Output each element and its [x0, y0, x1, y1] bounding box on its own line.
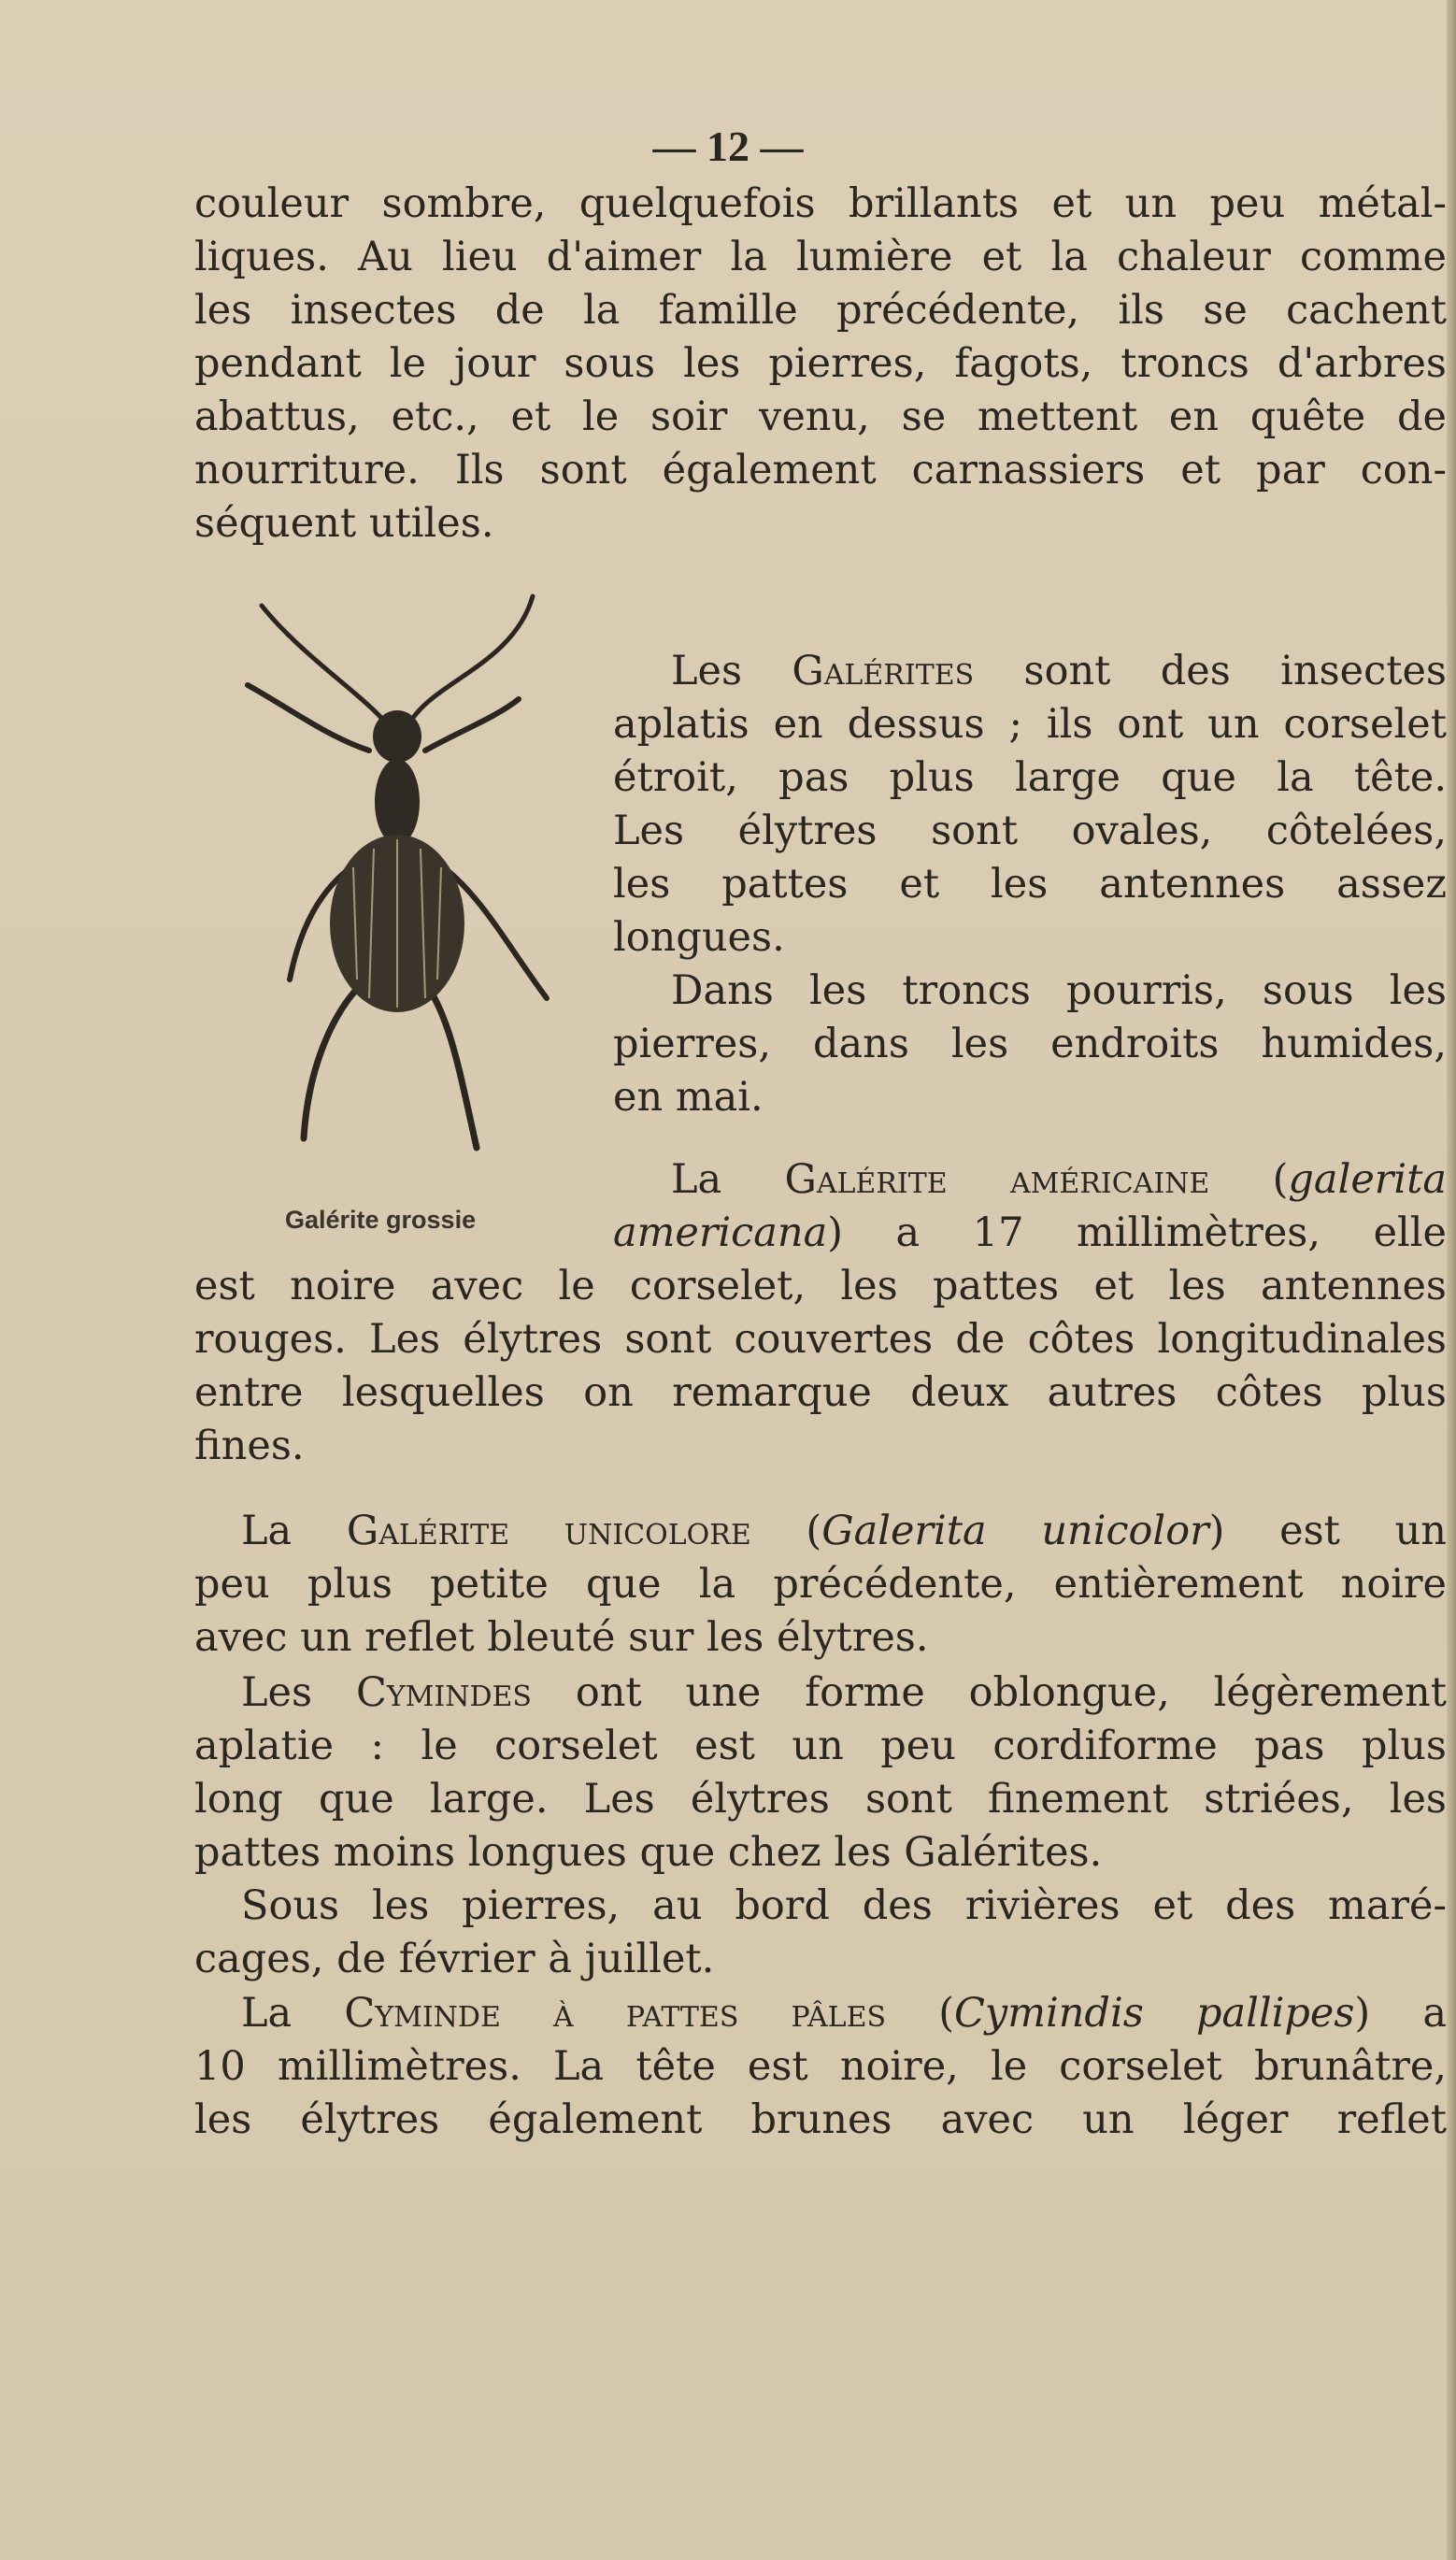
text-line	[613, 1207, 1447, 1260]
text-fragment: La	[241, 1990, 293, 2037]
genus-name: Cymindes	[355, 1669, 532, 1716]
text-line: couleur sombre, quelquefois brillants et un peu métal-	[194, 180, 1447, 227]
paragraph-cyminde-pattes-pales	[194, 1987, 1447, 2147]
text-line: en mai.	[613, 1074, 764, 1121]
paragraph-cymindes	[194, 1666, 1447, 1986]
text-line: peu plus petite que la précédente, entièrement noire	[194, 1561, 1447, 1608]
text-fragment: est un	[1224, 1508, 1447, 1554]
text-line: les élytres également brunes avec un léger reflet	[194, 2096, 1447, 2143]
text-line: Les élytres sont ovales, côtelées,	[613, 808, 1447, 854]
text-line: aplatis en dessus ; ils ont un corselet	[613, 701, 1447, 748]
text-line: aplatie : le corselet est un peu cordiforme pas plus	[194, 1723, 1447, 1769]
text-line: longues.	[613, 914, 785, 961]
text-line: pendant le jour sous les pierres, fagots, troncs d'arbres	[194, 340, 1447, 387]
text-line	[194, 1666, 1447, 1720]
text-line: rouges. Les élytres sont couvertes de côtes longitudinales	[194, 1316, 1447, 1363]
text-line: Sous les pierres, au bord des rivières et des maré-	[241, 1882, 1447, 1929]
text-fragment: Les	[671, 648, 743, 694]
text-fragment: ont une forme oblongue, légèrement	[531, 1669, 1447, 1716]
paragraph-galerite-americaine-body	[194, 1260, 1447, 1473]
text-line: pattes moins longues que chez les Galérites.	[194, 1829, 1103, 1876]
genus-name: Galérites	[792, 648, 975, 694]
text-line: La Galérite américaine (galerita	[671, 1156, 1447, 1203]
text-line: les insectes de la famille précédente, ils se cachent	[194, 287, 1447, 334]
text-fragment: sont des insectes	[974, 648, 1447, 694]
text-line: les pattes et les antennes assez	[613, 861, 1447, 908]
species-name: Cyminde à pattes pâles	[344, 1990, 887, 2037]
latin-name: galerita	[1288, 1156, 1447, 1203]
page-edge-shadow	[1447, 0, 1456, 2560]
text-fragment: ) a 17 millimètres, elle	[827, 1209, 1447, 1256]
latin-name: Galerita unicolor	[821, 1508, 1209, 1554]
figure-caption: Galérite grossie	[285, 1206, 477, 1234]
text-line: est noire avec le corselet, les pattes et les antennes	[194, 1263, 1447, 1309]
paragraph-galerite-unicolore	[194, 1505, 1447, 1665]
text-line: abattus, etc., et le soir venu, se mettent en quête de	[194, 393, 1447, 440]
species-name: Galérite unicolore	[346, 1508, 751, 1554]
text-line: liques. Au lieu d'aimer la lumière et la chaleur comme	[194, 234, 1447, 280]
paragraph-intro	[194, 178, 1447, 551]
text-line: cages, de février à juillet.	[194, 1936, 715, 1982]
figure-galerite	[196, 578, 589, 1232]
text-line: entre lesquelles on remarque deux autres côtes plus	[194, 1369, 1447, 1416]
text-line: avec un reflet bleuté sur les élytres.	[194, 1614, 929, 1661]
text-line: La Cyminde à pattes pâles (Cymindis pallipes) a	[241, 1990, 1448, 2037]
text-line: La Galérite unicolore (Galerita unicolor) est un	[241, 1508, 1447, 1554]
page-number: — 12 —	[652, 122, 804, 170]
species-name: Galérite américaine	[784, 1156, 1210, 1203]
latin-name: Cymindis pallipes	[954, 1990, 1355, 2037]
paragraph-galerites	[613, 645, 1447, 1124]
text-fragment: La	[671, 1156, 722, 1203]
text-fragment: Les	[241, 1669, 313, 1716]
text-line: fines.	[194, 1423, 305, 1469]
text-line: pierres, dans les endroits humides,	[613, 1021, 1447, 1067]
beetle-illustration-icon	[196, 578, 589, 1176]
text-line: 10 millimètres. La tête est noire, le corselet brunâtre,	[194, 2043, 1447, 2090]
text-line: nourriture. Ils sont également carnassiers et par con-	[194, 447, 1447, 493]
text-line	[613, 645, 1447, 698]
paragraph-galerite-americaine-head	[613, 1153, 1447, 1260]
text-line: long que large. Les élytres sont finement striées, les	[194, 1776, 1447, 1823]
latin-name: americana	[613, 1209, 828, 1256]
text-line: Dans les troncs pourris, sous les	[671, 967, 1447, 1014]
text-line: étroit, pas plus large que la tête.	[613, 754, 1447, 801]
text-fragment: La	[241, 1508, 293, 1554]
text-fragment: a	[1370, 1990, 1448, 2037]
text-line: séquent utiles.	[194, 500, 494, 547]
